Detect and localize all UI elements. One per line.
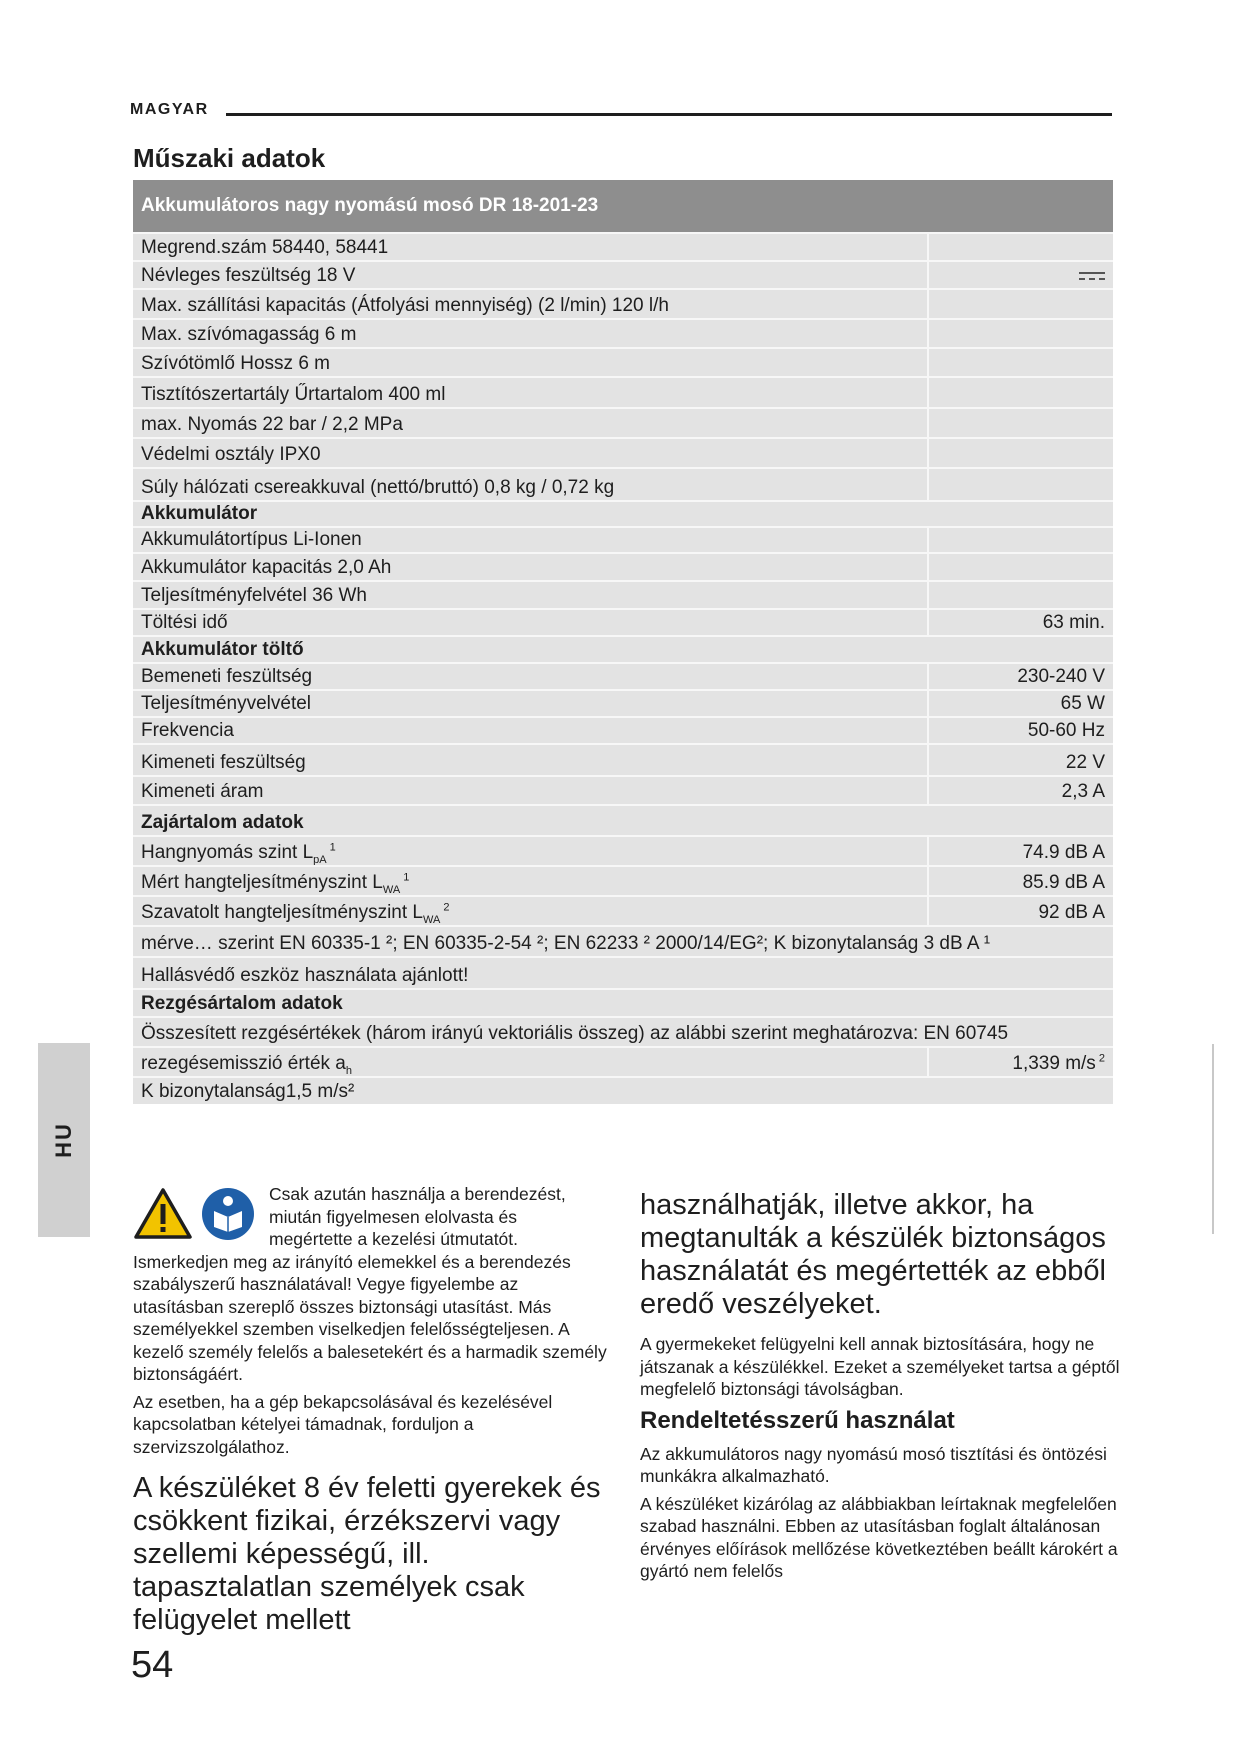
spec-label: Hangnyomás szint $L_{pA}$ $^1$ <box>141 841 336 866</box>
spec-label-footnote: 1 <box>326 841 336 854</box>
spec-label: Akkumulátortípus Li-Ionen <box>141 529 362 550</box>
safety-paragraph: Ismerkedjen meg az irányító elemekkel és a berendezés szabályszerű használatával! Vegye figyelembe az utasításban szereplő összes biztonsági utasítást. Más személyekkel szemben viselkedjen felelősségteljesen. A kezelő személy felelős a balesetekért és a harmadik személy biztonságáért. <box>133 1251 607 1384</box>
spec-label: Rezgésártalom adatok <box>141 993 343 1014</box>
spec-label: Kimeneti feszültség <box>141 752 306 773</box>
spec-label: Kimeneti áram <box>141 781 264 802</box>
spec-row <box>133 716 1113 743</box>
spec-row <box>133 956 1113 988</box>
spec-label: Szívótömlő Hossz 6 m <box>141 353 330 374</box>
spec-label: rezegésemisszió érték $a_h$ <box>141 1053 352 1077</box>
spec-row <box>133 835 1113 865</box>
intro-line: Csak azután használja a berendezést, <box>269 1184 566 1204</box>
spec-label: Szavatolt hangteljesítményszint $L_{WA}$ $^2$ <box>141 901 450 926</box>
spec-section-heading <box>133 635 1113 662</box>
intended-use-heading: Rendeltetésszerű használat <box>640 1406 955 1434</box>
spec-label: max. Nyomás 22 bar / 2,2 MPa <box>141 414 403 435</box>
spec-row <box>133 526 1113 552</box>
spec-label-subscript: WA <box>423 913 441 926</box>
spec-value: 92 dB A <box>1038 902 1105 923</box>
spec-label: Megrend.szám 58440, 58441 <box>141 237 389 258</box>
spec-value: 50-60 Hz <box>1027 720 1105 741</box>
spec-row <box>133 1076 1113 1104</box>
language-side-tab <box>38 1043 90 1237</box>
intro-line: miután figyelmesen elolvasta és <box>269 1206 518 1227</box>
liability-paragraph: A készüléket kizárólag az alábbiakban leírtaknak megfelelően szabad használni. Ebben az utasításban foglalt általánosan érvényes előírások mellőzése következtében beállt károkért a gyártó nem felelős <box>640 1493 1118 1581</box>
spec-row <box>133 1046 1113 1076</box>
right-column <box>640 1189 1120 1588</box>
spec-label: Max. szívómagasság 6 m <box>141 324 357 345</box>
spec-label: Teljesítményvelvétel <box>141 693 312 714</box>
spec-label-subscript: WA <box>382 883 401 896</box>
children-warning-continued: használhatják, illetve akkor, ha megtanulták a készülék biztonságos használatát és megértették az ebből eredő veszélyeket. <box>640 1189 1106 1320</box>
spec-label: Mért hangteljesítményszint $L_{WA}$ $^1$ <box>141 871 410 896</box>
left-column <box>133 1183 609 1637</box>
header-rule <box>226 113 1112 116</box>
spec-label: Töltési idő <box>141 612 228 633</box>
spec-label: Frekvencia <box>141 720 234 741</box>
spec-label: Akkumulátor <box>141 503 258 524</box>
spec-value-superscript: 2 <box>1095 1052 1105 1065</box>
children-warning-large: A készüléket 8 év feletti gyerekek és csökkent fizikai, érzékszervi vagy szellemi képességű, ill. tapasztalatlan személyek csak felügyelet mellett <box>133 1472 601 1636</box>
spec-row <box>133 775 1113 804</box>
spec-value: 22 V <box>1065 752 1105 773</box>
spec-table <box>133 180 1113 1104</box>
spec-row <box>133 347 1113 376</box>
page-number: 54 <box>131 1644 174 1686</box>
intended-use-paragraph: Az akkumulátoros nagy nyomású mosó tisztítási és öntözési munkákra alkalmazható. <box>640 1443 1107 1486</box>
spec-row <box>133 895 1113 925</box>
spec-label: Súly hálózati csereakkuval (nettó/bruttó) 0,8 kg / 0,72 kg <box>141 477 615 498</box>
spec-section-heading <box>133 988 1113 1016</box>
spec-label: Névleges feszültség 18 V <box>141 265 356 286</box>
supervision-paragraph: A gyermekeket felügyelni kell annak biztosítására, hogy ne játszanak a készülékkel. Ezeket a személyeket tartsa a géptől megfelelő biztonsági távolságban. <box>640 1334 1120 1399</box>
spec-row <box>133 467 1113 500</box>
dc-voltage-icon <box>1079 272 1105 280</box>
intro-line: megértette a kezelési útmutatót. <box>269 1229 519 1249</box>
spec-label: Védelmi osztály IPX0 <box>141 444 321 465</box>
spec-row <box>133 232 1113 260</box>
side-tab-label: HU <box>51 1122 76 1158</box>
spec-section-heading <box>133 804 1113 835</box>
spec-row <box>133 580 1113 608</box>
spec-row <box>133 376 1113 407</box>
spec-label: mérve… szerint EN 60335-1 ²; EN 60335-2-54 ²; EN 62233 ² 2000/14/EG²; K bizonytalanság 3 dB A ¹ <box>141 933 991 954</box>
spec-value: 85.9 dB A <box>1022 872 1105 893</box>
spec-label: Zajártalom adatok <box>141 812 304 833</box>
spec-label: Tisztítószertartály Űrtartalom 400 ml <box>141 384 446 405</box>
spec-row <box>133 407 1113 437</box>
spec-row <box>133 1016 1113 1046</box>
read-manual-icon <box>202 1188 254 1240</box>
spec-row <box>133 925 1113 956</box>
spec-row <box>133 552 1113 580</box>
spec-value: 63 min. <box>1042 612 1105 633</box>
spec-value: 74.9 dB A <box>1022 842 1105 863</box>
spec-row <box>133 288 1113 318</box>
spec-label: Teljesítményfelvétel 36 Wh <box>141 585 367 606</box>
service-paragraph: Az esetben, ha a gép bekapcsolásával és kezelésével kapcsolatban kételyei támadnak, forduljon a szervizszolgálathoz. <box>133 1391 553 1457</box>
section-title: Műszaki adatok <box>133 143 326 173</box>
spec-table-rows <box>133 232 1113 1104</box>
spec-value: 65 W <box>1060 693 1105 714</box>
warning-triangle-icon <box>136 1190 190 1237</box>
spec-label-footnote: 1 <box>400 871 410 884</box>
spec-label-subscript: h <box>345 1064 352 1077</box>
spec-row <box>133 865 1113 895</box>
spec-label: Összesített rezgésértékek (három irányú vektoriális összeg) az alábbi szerint meghatározva: EN 60745 <box>141 1023 1009 1044</box>
spec-value: 2,3 A <box>1061 781 1105 802</box>
spec-label: K bizonytalanság1,5 m/s² <box>141 1081 355 1102</box>
warning-and-manual-icons <box>133 1187 261 1241</box>
spec-row <box>133 608 1113 635</box>
spec-section-heading <box>133 500 1113 526</box>
spec-row <box>133 318 1113 347</box>
spec-table-title: Akkumulátoros nagy nyomású mosó DR 18-201-23 <box>133 180 1113 232</box>
spec-label-footnote: 2 <box>440 901 450 914</box>
spec-label: Akkumulátor kapacitás 2,0 Ah <box>141 557 392 578</box>
spec-value: 1,339 m/s $^2$ <box>1012 1052 1105 1074</box>
spec-value: 230-240 V <box>1017 666 1105 687</box>
spec-row <box>133 260 1113 288</box>
edge-mark <box>1212 1044 1214 1234</box>
spec-label: Akkumulátor töltő <box>141 639 304 660</box>
spec-label-subscript: pA <box>313 853 327 866</box>
spec-label: Hallásvédő eszköz használata ajánlott! <box>141 965 469 986</box>
spec-label: Max. szállítási kapacitás (Átfolyási mennyiség) (2 l/min) 120 l/h <box>141 295 669 316</box>
spec-row <box>133 437 1113 467</box>
spec-row <box>133 743 1113 775</box>
spec-row <box>133 689 1113 716</box>
header-language: MAGYAR <box>130 101 209 118</box>
spec-row <box>133 662 1113 689</box>
spec-label: Bemeneti feszültség <box>141 666 313 687</box>
